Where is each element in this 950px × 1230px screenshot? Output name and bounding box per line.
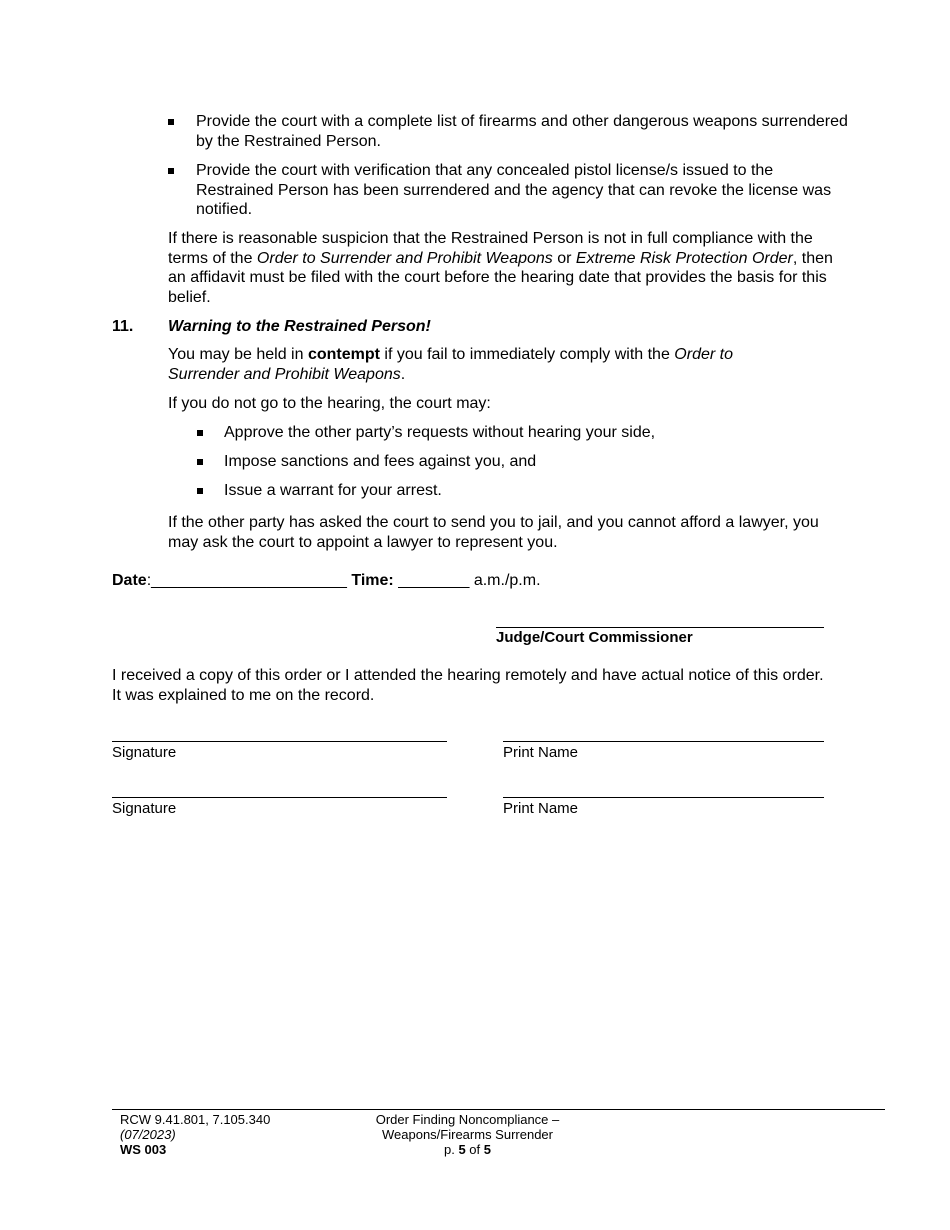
list-item-text: Provide the court with verification that any concealed pistol license/s issued to the Restrained Person has been surrendered and the agency that can revoke the license was notified. bbox=[196, 162, 832, 218]
judge-label: Judge/Court Commissioner bbox=[496, 629, 693, 646]
footer-date: (07/2023) bbox=[120, 1127, 176, 1142]
suspicion-paragraph: If there is reasonable suspicion that the Restrained Person is not in full compliance with the terms of the Order to Surrender and Prohibit Weapons or Extreme Risk Protection Order, then an affidavit must be filed with the court before the hearing date that provides the basis for this belief. bbox=[168, 230, 833, 306]
list-item bbox=[197, 481, 442, 501]
list-item bbox=[197, 452, 536, 472]
list-item bbox=[168, 161, 848, 220]
date-time-line bbox=[112, 571, 541, 591]
bullet-icon bbox=[197, 459, 203, 465]
date-field[interactable]: :______________________ bbox=[146, 572, 347, 589]
print-name-line[interactable] bbox=[503, 797, 824, 798]
list-item bbox=[168, 112, 848, 151]
section-number: 11. bbox=[112, 318, 134, 335]
footer-form-id: WS 003 bbox=[120, 1142, 167, 1157]
signature-line[interactable] bbox=[112, 797, 447, 798]
time-label: Time: bbox=[351, 572, 394, 589]
bullet-icon bbox=[168, 119, 174, 125]
signature-label: Signature bbox=[112, 744, 177, 761]
footer-title-line2: Weapons/Firearms Surrender bbox=[382, 1127, 553, 1142]
list-item bbox=[197, 423, 655, 443]
list-item-text: Provide the court with a complete list of firearms and other dangerous weapons surrendered by the Restrained Person. bbox=[196, 113, 848, 150]
jail-paragraph: If the other party has asked the court to send you to jail, and you cannot afford a lawyer, you may ask the court to appoint a lawyer to represent you. bbox=[168, 514, 819, 551]
bullet-icon bbox=[197, 488, 203, 494]
page-number: p. 5 of 5 bbox=[443, 1142, 491, 1157]
list-item-text: Issue a warrant for your arrest. bbox=[224, 482, 442, 499]
signature-line[interactable] bbox=[112, 741, 447, 742]
footer-center bbox=[340, 1112, 595, 1157]
time-field[interactable]: ________ a.m./p.m. bbox=[393, 572, 541, 589]
print-name-line[interactable] bbox=[503, 741, 824, 742]
bullet-icon bbox=[197, 430, 203, 436]
date-label: Date bbox=[112, 572, 147, 589]
footer-title-line1: Order Finding Noncompliance – bbox=[375, 1112, 560, 1127]
bullet-icon bbox=[168, 168, 174, 174]
footer-divider bbox=[112, 1109, 885, 1110]
footer-rcw: RCW 9.41.801, 7.105.340 bbox=[120, 1112, 271, 1127]
section-title: Warning to the Restrained Person! bbox=[168, 318, 431, 335]
contempt-paragraph: You may be held in contempt if you fail to immediately comply with the Order to Surrender and Prohibit Weapons. bbox=[168, 346, 733, 383]
print-name-label: Print Name bbox=[503, 800, 579, 817]
list-item-text: Impose sanctions and fees against you, and bbox=[224, 453, 537, 470]
list-item-text: Approve the other party’s requests without hearing your side, bbox=[224, 424, 656, 441]
footer-left bbox=[120, 1112, 270, 1157]
receipt-paragraph: I received a copy of this order or I attended the hearing remotely and have actual notice of this order. It was explained to me on the record. bbox=[112, 667, 824, 704]
signature-label: Signature bbox=[112, 800, 177, 817]
print-name-label: Print Name bbox=[503, 744, 579, 761]
hearing-intro: If you do not go to the hearing, the court may: bbox=[168, 395, 491, 412]
